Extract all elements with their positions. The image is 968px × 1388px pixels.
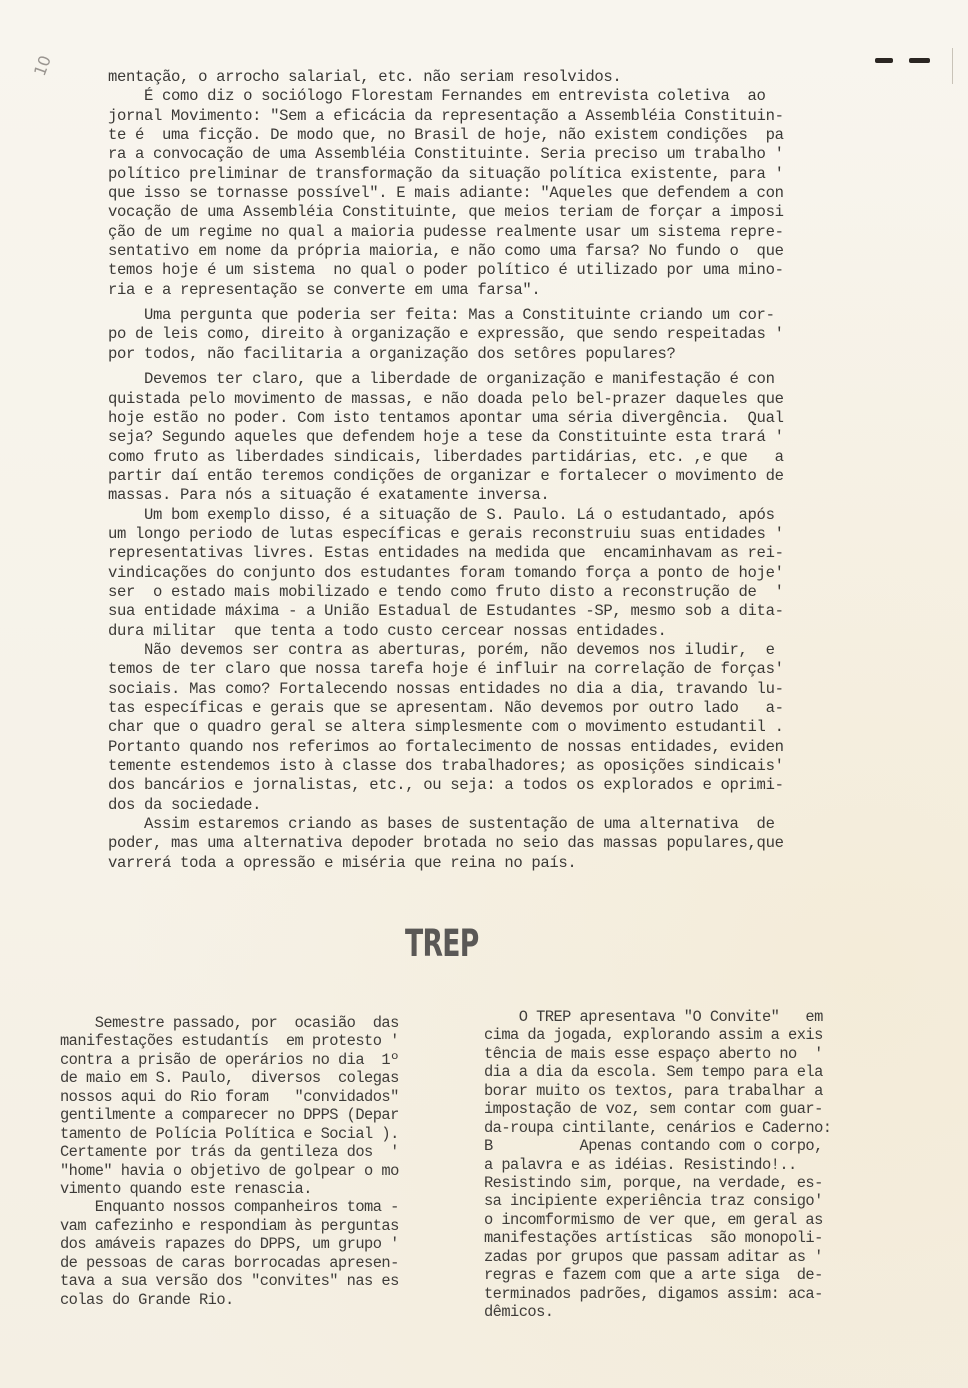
text-line: temente estendemos isto à classe dos trabalhadores; as oposições sindicais' (108, 757, 784, 776)
right-column-line: manifestações artísticas são monopoli- (484, 1229, 823, 1248)
left-column-line: tava a sua versão dos "convites" nas es (60, 1272, 399, 1291)
right-column-line: zadas por grupos que passam aditar as ' (484, 1247, 823, 1266)
left-column-line: vam cafezinho e respondiam às perguntas (60, 1216, 399, 1235)
text-line: Não devemos ser contra as aberturas, porém, não devemos nos iludir, e (108, 640, 775, 659)
text-line: vindicações do conjunto dos estudantes foram tomando força a ponto de hoje' (108, 563, 784, 582)
handwritten-page-number: 10 (30, 52, 55, 79)
text-line: char que o quadro geral se altera simplesmente com o movimento estudantil . (108, 718, 784, 737)
right-column-line: terminados padrões, digamos assim: aca- (484, 1284, 823, 1303)
left-column-line: vimento quando este renascia. (60, 1179, 312, 1198)
text-line: um longo periodo de lutas específicas e gerais reconstruiu suas entidades ' (108, 524, 784, 543)
corner-mark-left (875, 58, 893, 63)
right-column-line: da-roupa cintilante, cenários e Caderno: (484, 1118, 832, 1137)
corner-mark-right (909, 58, 930, 63)
text-line: varrerá toda a opressão e miséria que reina no país. (108, 853, 577, 872)
text-line: te é uma ficção. De modo que, no Brasil de hoje, não existem condições pa (108, 126, 784, 145)
text-line: sociais. Mas como? Fortalecendo nossas entidades no dia a dia, travando lu- (108, 679, 784, 698)
left-column-text (60, 1014, 440, 1309)
right-column-line: sa incipiente experiência traz consigo' (484, 1192, 823, 1211)
text-line: ser o estado mais mobilizado e tendo como fruto disto a reconstrução de ' (108, 582, 784, 601)
text-line: Devemos ter claro, que a liberdade de organização e manifestação é con (108, 370, 775, 389)
text-line: jornal Movimento: "Sem a eficácia da representação a Assembléia Constituin- (108, 106, 784, 125)
text-line: É como diz o sociólogo Florestam Fernandes em entrevista coletiva ao (108, 87, 766, 106)
right-column-line: dia a dia da escola. Sem tempo para ela (484, 1063, 823, 1082)
main-article-body (108, 68, 838, 873)
text-line: massas. Para nós a situação é exatamente inversa. (108, 486, 550, 505)
text-line: hoje estão no poder. Com isto tentamos apontar uma séria divergência. Qual (108, 408, 784, 427)
left-column-line: contra a prisão de operários no dia 1º (60, 1050, 399, 1069)
text-line: temos de ter claro que nossa tarefa hoje é influir na correlação de forças' (108, 660, 784, 679)
text-line: representativas livres. Estas entidades na medida que encaminhavam as rei- (108, 544, 784, 563)
text-line: mentação, o arrocho salarial, etc. não seriam resolvidos. (108, 68, 622, 86)
left-column-line: tamento de Polícia Política e Social ). (60, 1124, 399, 1143)
text-line: poder, mas uma alternativa depoder brotada no seio das massas populares,que (108, 834, 784, 853)
left-column-line: gentilmente a comparecer no DPPS (Depar (60, 1106, 399, 1125)
left-column-line: Semestre passado, por ocasião das (60, 1014, 399, 1032)
text-line: partir daí então teremos condições de organizar e fortalecer o movimento de (108, 466, 784, 485)
text-line: seja? Segundo aqueles que defendem hoje a tese da Constituinte esta trará ' (108, 428, 784, 447)
text-line: vocação de uma Assembléia Constituinte, que meios teriam de forçar a imposi (108, 203, 784, 222)
right-column-line: borar muito os textos, para trabalhar a (484, 1081, 823, 1100)
right-column-line: impostação de voz, sem contar com guar- (484, 1100, 823, 1119)
left-column-line: manifestações estudantís em protesto ' (60, 1032, 399, 1051)
text-line: dos bancários e jornalistas, etc., ou seja: a todos os explorados e oprimi- (108, 776, 784, 795)
text-line: Uma pergunta que poderia ser feita: Mas a Constituinte criando um cor- (108, 306, 775, 325)
right-column-line: o incomformismo de ver que, em geral as (484, 1210, 823, 1229)
text-line: Um bom exemplo disso, é a situação de S. Paulo. Lá o estudantado, após (108, 505, 775, 524)
right-column-line: Resistindo sim, porque, na verdade, es- (484, 1173, 823, 1192)
right-column-text (484, 1008, 884, 1321)
edge-mark (952, 48, 953, 84)
left-column-line: de pessoas de caras borrocadas apresen- (60, 1253, 399, 1272)
text-line: Assim estaremos criando as bases de sustentação de uma alternativa de (108, 815, 775, 834)
text-line: que isso se tornasse possível". E mais adiante: "Aqueles que defendem a con (108, 184, 784, 203)
text-line: ção de um regime no qual a maioria pudesse realmente usar um sistema repre- (108, 222, 784, 241)
left-column-line: dos amáveis rapazes do DPPS, um grupo ' (60, 1235, 399, 1254)
text-line: por todos, não facilitaria a organização dos setôres populares? (108, 344, 676, 363)
left-column-line: nossos aqui do Rio foram "convidados" (60, 1087, 399, 1106)
left-column-line: colas do Grande Rio. (60, 1290, 234, 1309)
text-line: quistada pelo movimento de massas, e não doada pelo bel-prazer daqueles que (108, 389, 784, 408)
text-line: temos hoje é um sistema no qual o poder político é utilizado por uma mino- (108, 261, 784, 280)
text-line: sua entidade máxima - a União Estadual de Estudantes -SP, mesmo sob a dita- (108, 602, 784, 621)
left-column-line: de maio em S. Paulo, diversos colegas (60, 1069, 399, 1088)
text-line: po de leis como, direito à organização e expressão, que sendo respeitadas ' (108, 325, 784, 344)
text-line: sentativo em nome da própria maioria, e não como uma farsa? No fundo o que (108, 242, 784, 261)
text-line: ria e a representação se converte em uma farsa". (108, 280, 541, 299)
text-line: tas específicas e gerais que se apresentam. Não devemos por outro lado a- (108, 699, 784, 717)
left-column-line: Enquanto nossos companheiros toma - (60, 1198, 399, 1217)
right-column-line: O TREP apresentava "O Convite" em (484, 1008, 823, 1026)
text-line: dura militar que tenta a todo custo cercear nossas entidades. (108, 621, 667, 640)
left-column-line: "home" havia o objetivo de golpear o mo (60, 1161, 399, 1180)
text-line: como fruto as liberdades sindicais, liberdades partidárias, etc. ,e que a (108, 447, 784, 466)
right-column-line: cima da jogada, explorando assim a exis (484, 1026, 823, 1045)
left-column-line: Certamente por trás da gentileza dos ' (60, 1143, 399, 1162)
text-line: Portanto quando nos referimos ao fortalecimento de nossas entidades, eviden (108, 737, 784, 756)
text-line: ra a convocação de uma Assembléia Constituinte. Seria preciso um trabalho ' (108, 145, 784, 164)
right-column-line: B Apenas contando com o corpo, (484, 1137, 823, 1156)
text-line: político preliminar de transformação da situação política existente, para ' (108, 164, 784, 183)
section-title: TREP (405, 922, 479, 965)
right-column-line: dêmicos. (484, 1303, 554, 1321)
right-column-line: a palavra e as idéias. Resistindo!.. (484, 1155, 797, 1174)
text-line: dos da sociedade. (108, 795, 262, 814)
right-column-line: regras e fazem com que a arte siga de- (484, 1266, 823, 1285)
right-column-line: tência de mais esse espaço aberto no ' (484, 1044, 823, 1063)
